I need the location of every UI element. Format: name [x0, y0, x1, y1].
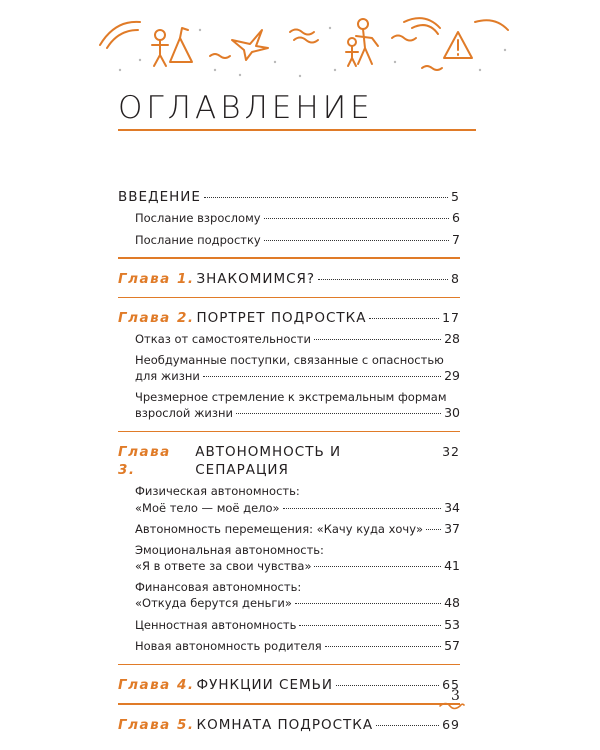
wave-doodle — [294, 38, 318, 43]
toc-entry-page: 5 — [451, 189, 460, 204]
toc-subentry[interactable] — [135, 232, 460, 249]
toc-subentry-page: 30 — [444, 405, 460, 420]
toc-subentry[interactable] — [135, 390, 460, 422]
toc-subentry[interactable] — [135, 484, 460, 516]
chapter-number: Глава 4. — [118, 677, 195, 693]
leader-dots — [426, 529, 441, 530]
toc-entry-intro[interactable] — [118, 188, 460, 206]
toc-entry-chapter-5[interactable] — [118, 716, 460, 734]
toc-subentry[interactable] — [135, 521, 460, 538]
toc-subentry-label-line: взрослой жизни — [135, 406, 234, 420]
toc-entry-page: 69 — [442, 716, 460, 732]
toc-subentry-page: 37 — [444, 521, 460, 536]
toc-entry-page: 17 — [442, 310, 460, 325]
arc-doodle — [412, 25, 438, 34]
toc-subentry-page: 6 — [452, 210, 460, 225]
hiker-icon — [152, 28, 192, 66]
toc-entry-label: ФУНКЦИИ СЕМЬИ — [196, 677, 334, 693]
arc-doodle — [100, 22, 140, 45]
leader-dots — [236, 413, 441, 414]
toc-entry-label: ПОРТРЕТ ПОДРОСТКА — [196, 310, 367, 326]
header-doodles — [0, 0, 600, 90]
leader-dots — [203, 376, 441, 377]
toc-subentry[interactable] — [135, 210, 460, 227]
arc-doodle — [107, 30, 138, 48]
toc-subentry[interactable] — [135, 638, 460, 655]
toc-entry-label: АВТОНОМНОСТЬ И СЕПАРАЦИЯ — [195, 444, 342, 478]
leader-dots — [264, 218, 450, 219]
toc-subentry-label: Автономность перемещения: «Качу куда хочу» — [135, 522, 424, 536]
toc-entry-chapter-3[interactable] — [118, 443, 460, 479]
arc-doodle — [404, 18, 440, 28]
toc-subentry-label-line: Чрезмерное стремление к экстремальным формам — [135, 389, 447, 404]
wave-doodle — [422, 66, 442, 70]
toc-subentry-label-line: для жизни — [135, 369, 200, 383]
toc-entry-label: КОМНАТА ПОДРОСТКА — [196, 716, 374, 733]
toc-subentry-label-line: «Я в ответе за свои чувства» — [135, 559, 312, 573]
toc-subentry-page: 28 — [444, 331, 460, 346]
toc-subentry-label-line: «Моё тело — моё дело» — [135, 500, 280, 515]
leader-dots — [325, 646, 441, 647]
leader-dots — [376, 725, 439, 726]
leader-dots — [336, 685, 439, 686]
toc-subentry-page: 53 — [444, 616, 460, 632]
toc-entry-chapter-2[interactable] — [118, 309, 460, 327]
toc-entry-chapter-4[interactable] — [118, 676, 460, 694]
toc-subentry[interactable] — [135, 331, 460, 348]
toc-subentry-page: 29 — [444, 368, 460, 383]
page-title: ОГЛАВЛЕНИЕ — [118, 90, 374, 126]
leader-dots — [295, 603, 441, 604]
toc-subentry-page: 57 — [444, 638, 460, 653]
toc-subentry-label: Ценностная автономность — [135, 617, 297, 632]
toc-entry-page: 8 — [451, 270, 460, 286]
toc-entry-label: ЗНАКОМИМСЯ? — [196, 270, 316, 287]
chapter-number: Глава 2. — [118, 310, 195, 326]
toc-entry-chapter-1[interactable] — [118, 270, 460, 288]
warning-icon — [444, 32, 472, 58]
toc-subentry-label-line: Эмоциональная автономность: — [135, 542, 324, 557]
wave-doodle — [392, 36, 416, 41]
toc-subentry[interactable] — [135, 353, 460, 385]
chapter-number: Глава 3. — [118, 444, 171, 478]
toc-subentry[interactable] — [135, 580, 460, 612]
toc-subentry-label: Послание взрослому — [135, 211, 261, 225]
toc-entry-page: 32 — [442, 444, 460, 459]
title-underline — [118, 129, 476, 131]
chapter-number: Глава 1. — [118, 270, 195, 287]
toc-subentry-page: 48 — [444, 595, 460, 610]
toc-subentry-label-line: «Откуда берутся деньги» — [135, 596, 292, 610]
toc-entry-page: 65 — [442, 677, 460, 692]
footer-swirl-icon — [438, 700, 466, 710]
leader-dots — [314, 566, 441, 567]
leader-dots — [299, 625, 441, 626]
bird-icon — [232, 30, 268, 60]
toc-subentry-page: 7 — [452, 231, 460, 247]
toc-subentry[interactable] — [135, 543, 460, 575]
leader-dots — [369, 318, 439, 319]
family-icon — [346, 19, 378, 66]
leader-dots — [204, 197, 448, 198]
toc-subentry-label: Отказ от самостоятельности — [135, 332, 311, 346]
leader-dots — [264, 240, 449, 241]
toc-subentry-label: Послание подростку — [135, 232, 261, 247]
toc-subentry-label: Новая автономность родителя — [135, 639, 322, 653]
toc-subentry-label-line: Физическая автономность: — [135, 484, 300, 498]
toc-entry-label: ВВЕДЕНИЕ — [118, 189, 201, 205]
toc-subentry-page: 34 — [444, 499, 460, 515]
leader-dots — [283, 508, 442, 509]
chapter-number: Глава 5. — [118, 716, 195, 733]
toc-subentry-page: 41 — [444, 558, 460, 573]
wave-doodle — [290, 30, 314, 35]
table-of-contents — [118, 188, 460, 734]
page-number: 3 — [451, 688, 460, 704]
arc-doodle — [475, 20, 508, 30]
toc-subentry[interactable] — [135, 617, 460, 634]
leader-dots — [318, 279, 448, 280]
toc-subentry-label-line: Необдуманные поступки, связанные с опасностью — [135, 352, 444, 367]
toc-subentry-label-line: Финансовая автономность: — [135, 579, 302, 594]
leader-dots — [314, 339, 441, 340]
wave-doodle — [210, 54, 230, 58]
